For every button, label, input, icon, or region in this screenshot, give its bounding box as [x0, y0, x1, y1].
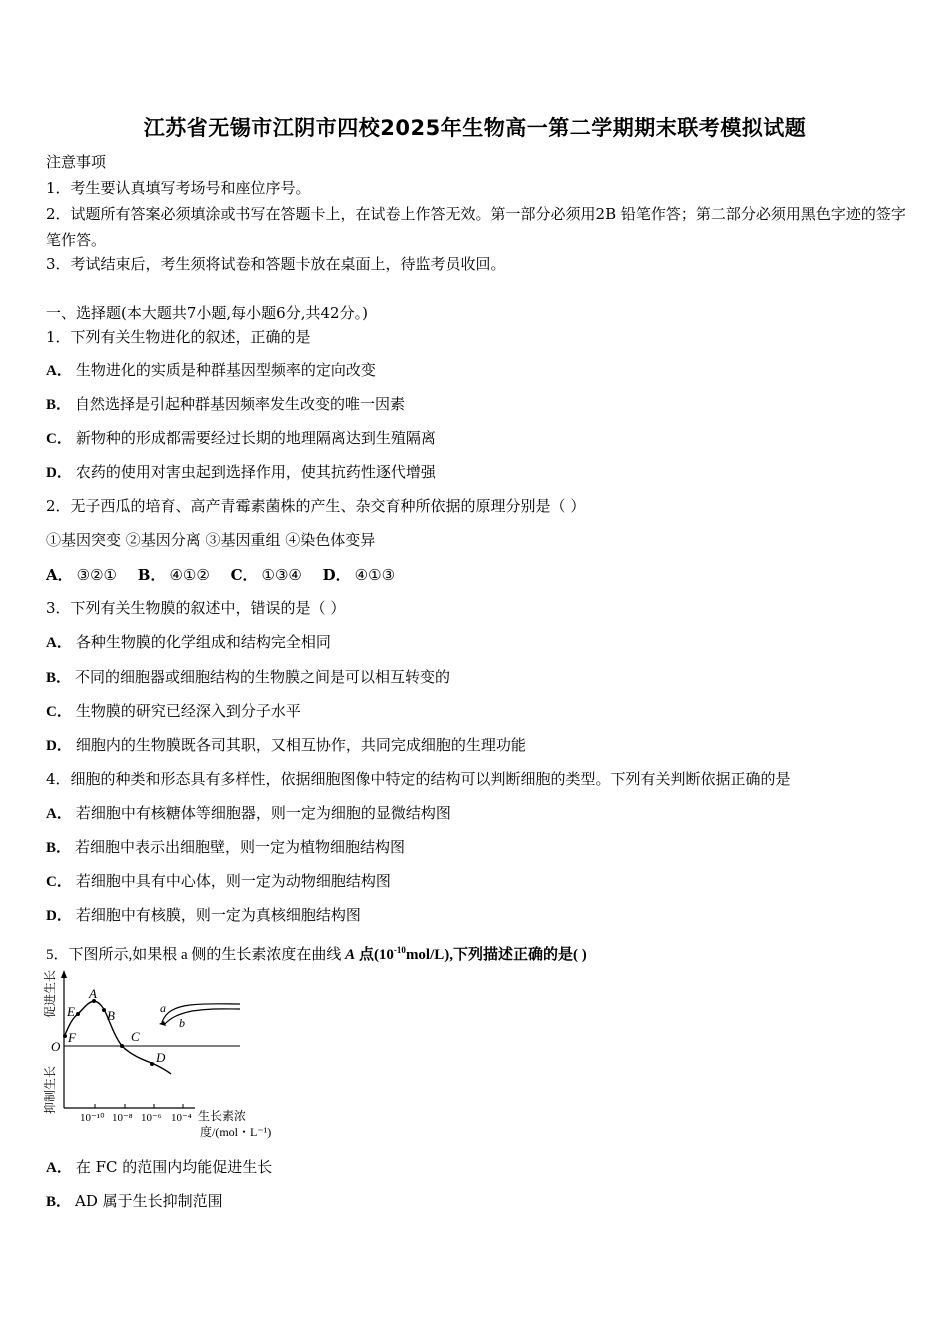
option-text: 新物种的形成都需要经过长期的地理隔离达到生殖隔离 [75, 429, 436, 447]
q4-option-d [46, 905, 361, 926]
label-d: D [156, 1050, 166, 1065]
q5-stem-part: mol/L),下列描述正确的是( ) [405, 947, 587, 963]
point-b [102, 1008, 106, 1012]
option-key: B． [46, 670, 72, 686]
option-key: C． [230, 566, 258, 584]
x-axis-label [198, 1108, 271, 1139]
option-text: 各种生物膜的化学组成和结构完全相同 [75, 633, 331, 651]
note-item-2: 2．试题所有答案必须填涂或书写在答题卡上，在试卷上作答无效。第一部分必须用2B 铅笔作答；第二部分必须用黑色字迹的签字笔作答。 [46, 205, 906, 249]
q3-option-b [46, 667, 450, 688]
root-inset [159, 1001, 240, 1030]
q5-stem-exponent: -10 [393, 945, 406, 955]
tick-label: 10⁻⁴ [171, 1112, 192, 1124]
option-text: AD 属于生长抑制范围 [75, 1192, 223, 1210]
point-c [120, 1044, 124, 1048]
option-text: ④①③ [354, 566, 396, 584]
option-key: A． [46, 1160, 72, 1176]
option-key: D． [46, 738, 72, 754]
q2-option-b [138, 566, 218, 584]
option-key: A． [46, 566, 73, 584]
xlabel-line2: 度/(mol・L⁻¹) [200, 1125, 272, 1139]
label-f: F [68, 1030, 76, 1045]
q2-principle-list: ①基因突变 ②基因分离 ③基因重组 ④染色体变异 [46, 531, 376, 549]
option-key: D． [46, 908, 72, 924]
label-o: O [51, 1039, 61, 1054]
point-labels [51, 986, 166, 1065]
question-4-stem: 4．细胞的种类和形态具有多样性，依据细胞图像中特定的结构可以判断细胞的类型。下列有关判断依据正确的是 [46, 770, 791, 788]
x-tick-labels [80, 1112, 192, 1124]
option-key: B． [46, 1194, 72, 1210]
note-item-1: 1．考生要认真填写考场号和座位序号。 [46, 179, 311, 197]
option-text: 生物进化的实质是种群基因型频率的定向改变 [75, 361, 376, 379]
inset-label-b: b [179, 1016, 185, 1030]
q5-option-b [46, 1191, 223, 1212]
option-key: B． [137, 566, 166, 584]
root-side-a [162, 1004, 240, 1022]
option-text: 自然选择是引起种群基因频率发生改变的唯一因素 [75, 395, 406, 413]
q2-option-c [231, 566, 310, 584]
root-side-b [164, 1009, 240, 1025]
label-c: C [131, 1029, 140, 1044]
q2-option-d [323, 566, 403, 584]
q1-option-c [46, 428, 436, 449]
option-text: 不同的细胞器或细胞结构的生物膜之间是可以相互转变的 [75, 668, 451, 686]
q1-option-d [46, 462, 436, 483]
y-axis-arrow [61, 970, 67, 978]
option-key: C． [46, 431, 72, 447]
response-curve [64, 1001, 171, 1074]
option-key: A． [46, 635, 72, 651]
point-d [150, 1062, 154, 1066]
option-text: 细胞内的生物膜既各司其职，又相互协作，共同完成细胞的生理功能 [75, 736, 526, 754]
tick-label: 10⁻¹⁰ [80, 1112, 105, 1124]
section-heading: 一、选择题(本大题共7小题,每小题6分,共42分。) [46, 304, 368, 322]
label-b: B [107, 1008, 115, 1023]
q4-option-b [46, 837, 405, 858]
question-5-stem [46, 940, 587, 965]
option-key: B． [46, 840, 72, 856]
q2-options [46, 564, 411, 585]
notes-heading: 注意事项 [46, 153, 107, 171]
q3-option-d [46, 735, 526, 756]
q5-stem-point: A [345, 947, 356, 963]
q5-stem-part: 5．下图所示,如果根 a 侧的生长素浓度在曲线 [46, 947, 346, 963]
inset-label-a: a [160, 1001, 166, 1015]
label-a: A [89, 986, 97, 1001]
option-text: 农药的使用对害虫起到选择作用，使其抗药性逐代增强 [75, 463, 436, 481]
option-key: D． [46, 465, 72, 481]
label-e: E [67, 1004, 75, 1019]
option-key: D． [322, 566, 351, 584]
q1-option-b [46, 394, 405, 415]
option-key: A． [46, 363, 72, 379]
q5-stem-part: 点(10 [355, 947, 394, 963]
point-e [76, 1012, 80, 1016]
point-f [63, 1034, 67, 1038]
q5-option-a [46, 1157, 272, 1178]
option-text: 生物膜的研究已经深入到分子水平 [75, 702, 301, 720]
question-1-stem: 1．下列有关生物进化的叙述，正确的是 [46, 328, 311, 346]
option-text: 若细胞中表示出细胞壁，则一定为植物细胞结构图 [75, 838, 406, 856]
question-3-stem: 3．下列有关生物膜的叙述中，错误的是（ ） [46, 599, 346, 617]
option-text: ③②① [76, 566, 117, 584]
q1-option-a [46, 360, 376, 381]
xlabel-line1: 生长素浓 [198, 1109, 247, 1123]
page-title: 江苏省无锡市江阴市四校2025年生物高一第二学期期末联考模拟试题 [143, 116, 807, 140]
tick-label: 10⁻⁸ [112, 1112, 133, 1124]
option-key: B． [46, 397, 72, 413]
tick-label: 10⁻⁶ [141, 1112, 162, 1124]
option-key: C． [46, 874, 72, 890]
option-text: 若细胞中有核膜，则一定为真核细胞结构图 [75, 906, 361, 924]
q4-option-c [46, 871, 391, 892]
ylabel-inhibit: 抑制生长 [43, 1065, 57, 1114]
option-key: A． [46, 806, 72, 822]
q4-option-a [46, 803, 451, 824]
ylabel-promote: 促进生长 [43, 969, 57, 1018]
note-item-3: 3．考试结束后，考生须将试卷和答题卡放在桌面上，待监考员收回。 [46, 255, 506, 273]
q3-option-c [46, 701, 301, 722]
question-2-stem: 2．无子西瓜的培育、高产青霉素菌株的产生、杂交育种所依据的原理分别是（ ） [46, 497, 586, 515]
option-key: C． [46, 704, 72, 720]
option-text: ④①② [169, 566, 210, 584]
option-text: 若细胞中具有中心体，则一定为动物细胞结构图 [75, 872, 391, 890]
option-text: 在 FC 的范围内均能促进生长 [75, 1158, 273, 1176]
q3-option-a [46, 632, 331, 653]
auxin-concentration-figure [40, 966, 280, 1146]
option-text: ①③④ [261, 566, 302, 584]
q2-option-a [46, 566, 125, 584]
option-text: 若细胞中有核糖体等细胞器，则一定为细胞的显微结构图 [75, 804, 451, 822]
